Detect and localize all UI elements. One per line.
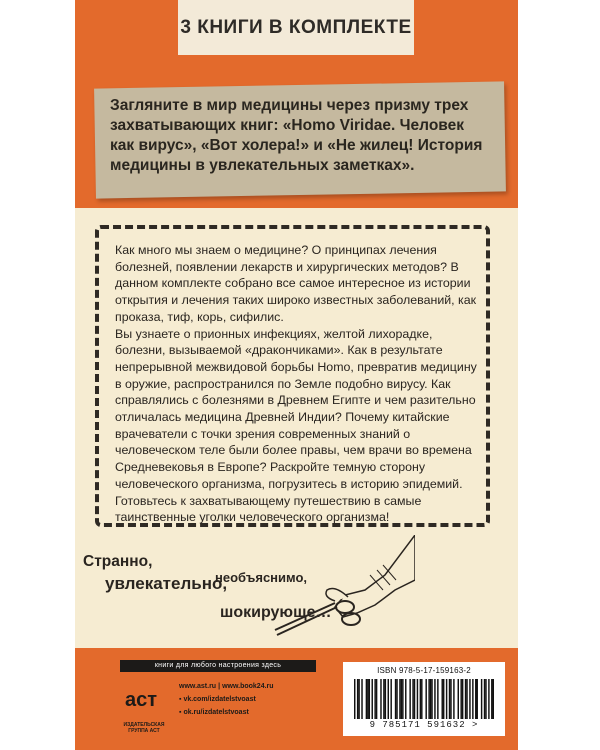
- description-paragraph-1: Как много мы знаем о медицине? О принципах лечения болезней, появлении лекарств и хирургических методов? В данном комплекте собрано все самое интересное из истории открытия и лечения таких широко известных заболеваний, как проказа, тиф, корь, сифилис.: [115, 243, 477, 324]
- link-book24[interactable]: www.book24.ru: [222, 683, 274, 690]
- description-text: [115, 242, 481, 526]
- intro-text: Загляните в мир медицины через призму трех захватывающих книг: «Homo Viridae. Человек как вирус», «Вот холера!» и «Не жилец! История медицины в увлекательных заметках».: [110, 97, 483, 174]
- ok-icon: ▪: [179, 709, 184, 716]
- description-paragraph-2: Вы узнаете о прионных инфекциях, желтой лихорадке, болезни, вызываемой «дракончиками». Как в результате непрерывной межвидовой борьбы Homo, превратив медицину в оружие, распространился по Земле подобно вирусу. Как справлялись с болезнями в Древнем Египте и чем разительно отличалась медицина Древней Индии? Почему китайские врачеватели с точки зрения современных знаний о человеческом теле были более правы, чем врачи во времена Средневековья в Европе? Раскройте темную сторону человеческого организма, погрузитесь в историю эпидемий. Готовьтесь к захватывающему путешествию в самые таинственные уголки человеческого организма!: [115, 326, 477, 525]
- title-tag-text: 3 КНИГИ В КОМПЛЕКТЕ: [180, 16, 412, 38]
- tagline-strange: Странно,: [83, 553, 153, 570]
- link-vk[interactable]: vk.com/izdatelstvoast: [183, 696, 256, 703]
- link-ok[interactable]: ok.ru/izdatelstvoast: [183, 709, 249, 716]
- vk-icon: ▪: [179, 696, 184, 703]
- barcode-digits: 9 785171 591632 >: [369, 720, 479, 730]
- ast-logo: [123, 682, 159, 712]
- tagline-inexplicable: необъяснимо,: [215, 570, 308, 585]
- book-back-cover: [75, 0, 518, 750]
- link-ast[interactable]: www.ast.ru: [179, 683, 217, 690]
- isbn-number: ISBN 978-5-17-159163-2: [377, 666, 471, 675]
- publisher-links: www.ast.ru | www.book24.ru ▪ vk.com/izdatelstvoast ▪ ok.ru/izdatelstvoast: [179, 683, 274, 716]
- isbn-barcode-box: [343, 662, 505, 736]
- tagline-shocking: шокирующе…: [220, 604, 332, 621]
- publisher-name: ИЗДАТЕЛЬСКАЯ ГРУППА АСТ: [123, 722, 165, 734]
- ast-logo-text: аст: [125, 689, 158, 711]
- hand-with-scissors-illustration: [265, 535, 415, 645]
- title-tag: [178, 0, 414, 55]
- tagline-fascinating: увлекательно,: [105, 574, 228, 593]
- slogan-bar: книги для любого настроения здесь: [120, 660, 316, 672]
- barcode-image: [354, 679, 494, 719]
